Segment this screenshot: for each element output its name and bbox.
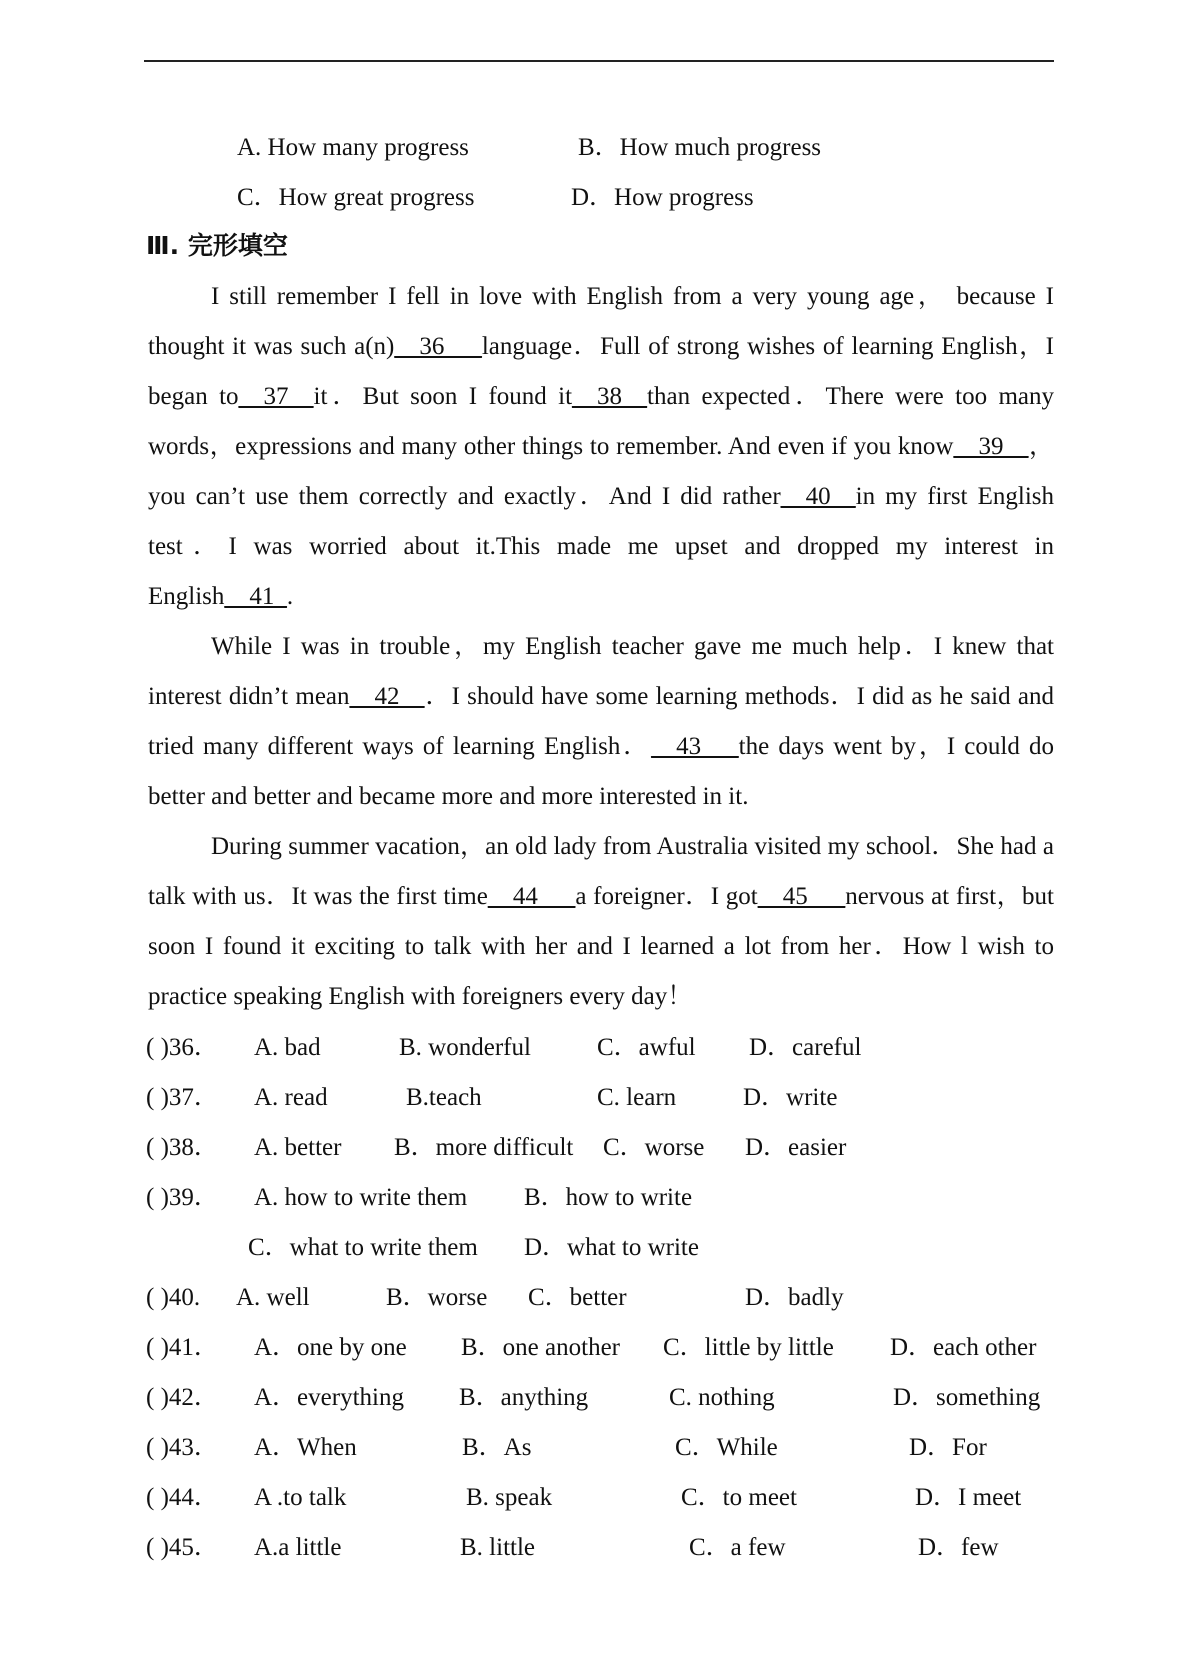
option-43-b: B．As [462,1434,532,1461]
option-40-a: A. well [236,1284,310,1311]
prev-option-a: A. How many progress [237,134,469,161]
blank-42: __42__ [349,683,425,710]
option-42-a: A．everything [254,1384,404,1411]
blank-43: __43___ [651,733,739,760]
passage-text: ．I should have some learning methods．I did as he said and tried many different ways of learning English． [148,683,1054,760]
option-42-d: D．something [893,1384,1041,1411]
option-45-b: B. little [460,1534,535,1561]
option-39-b: B．how to write [524,1184,693,1211]
option-38-d: D．easier [745,1134,847,1161]
option-43-a: A．When [254,1434,357,1461]
question-number-45: ( )45． [146,1534,219,1561]
passage-paragraph-3 [148,822,1054,1022]
blank-40: __40__ [780,483,856,510]
passage-paragraph-2 [148,622,1054,822]
option-38-b: B．more difficult [394,1134,574,1161]
option-43-d: D．For [909,1434,987,1461]
question-number-37: ( )37． [146,1084,219,1111]
passage-text: ，you can’t use them correctly and exactly．And I did rather [148,433,1054,510]
question-number-44: ( )44． [146,1484,219,1511]
passage-text: language．Full of strong wishes of learning English，I began to [148,333,1054,410]
option-45-a: A.a little [254,1534,342,1561]
option-40-c: C．better [528,1284,627,1311]
option-41-b: B．one another [461,1334,620,1361]
passage-text: While I was in trouble，my English teacher gave me much help．I knew that interest didn’t mean [148,633,1054,710]
option-37-b: B.teach [406,1084,482,1111]
question-number-40: ( )40. [146,1284,201,1311]
option-40-b: B．worse [386,1284,488,1311]
blank-39: __39__ [953,433,1029,460]
question-number-41: ( )41． [146,1334,219,1361]
option-39-a: A. how to write them [254,1184,468,1211]
option-44-a: A .to talk [254,1484,347,1511]
option-45-d: D．few [918,1534,999,1561]
question-number-36: ( )36． [146,1034,219,1061]
option-41-c: C．little by little [663,1334,834,1361]
option-36-b: B. wonderful [399,1034,531,1061]
passage-text: . [286,583,294,610]
option-36-c: C．awful [597,1034,696,1061]
blank-37: __37__ [238,383,314,410]
option-44-c: C．to meet [681,1484,797,1511]
option-37-a: A. read [254,1084,328,1111]
passage-text: it．But soon I found it [313,383,573,410]
passage-text: a foreigner．I got [575,883,758,910]
option-41-d: D．each other [890,1334,1037,1361]
passage-text: nervous at first，but soon I found it exciting to talk with her and I learned a lot from her．How l wish to practice speaking English with foreigners every day！ [148,883,1054,1010]
section-title: Ⅲ. 完形填空 [146,231,288,260]
option-42-c: C. nothing [669,1384,775,1411]
option-45-c: C．a few [689,1534,786,1561]
option-38-c: C．worse [603,1134,705,1161]
blank-36: __36___ [394,333,482,360]
option-44-b: B. speak [466,1484,553,1511]
question-number-43: ( )43． [146,1434,219,1461]
prev-option-b: B．How much progress [578,134,822,161]
passage-text: During summer vacation，an old lady from Australia visited my school．She had a talk with us．It was the first time [148,833,1054,910]
passage-text: in my first English test．I was worried about it.This made me upset and dropped my interest in English [148,483,1054,610]
option-36-d: D．careful [749,1034,862,1061]
blank-41: __41_ [224,583,287,610]
option-38-a: A. better [254,1134,342,1161]
passage-text: than expected．There were too many words，expressions and many other things to remember. And even if you know [148,383,1054,460]
option-44-d: D．I meet [915,1484,1022,1511]
question-number-38: ( )38． [146,1134,219,1161]
option-37-c: C. learn [597,1084,677,1111]
option-42-b: B．anything [459,1384,589,1411]
option-39-c: C．what to write them [248,1234,478,1261]
option-39-d: D．what to write [524,1234,699,1261]
passage-text: the days went by，I could do better and better and became more and more interested in it. [148,733,1054,810]
option-37-d: D．write [743,1084,838,1111]
prev-option-d: D．How progress [571,184,754,211]
option-41-a: A．one by one [254,1334,407,1361]
option-43-c: C．While [675,1434,778,1461]
passage-text: I still remember I fell in love with English from a very young age， because I thought it was such a(n) [148,283,1054,360]
question-number-39: ( )39． [146,1184,219,1211]
header-rule [144,60,1054,62]
option-40-d: D．badly [745,1284,844,1311]
blank-44: __44___ [487,883,576,910]
option-36-a: A. bad [254,1034,321,1061]
passage-paragraph-1 [148,272,1054,622]
question-number-42: ( )42． [146,1384,219,1411]
blank-45: __45___ [757,883,846,910]
blank-38: __38__ [572,383,648,410]
prev-option-c: C．How great progress [237,184,475,211]
